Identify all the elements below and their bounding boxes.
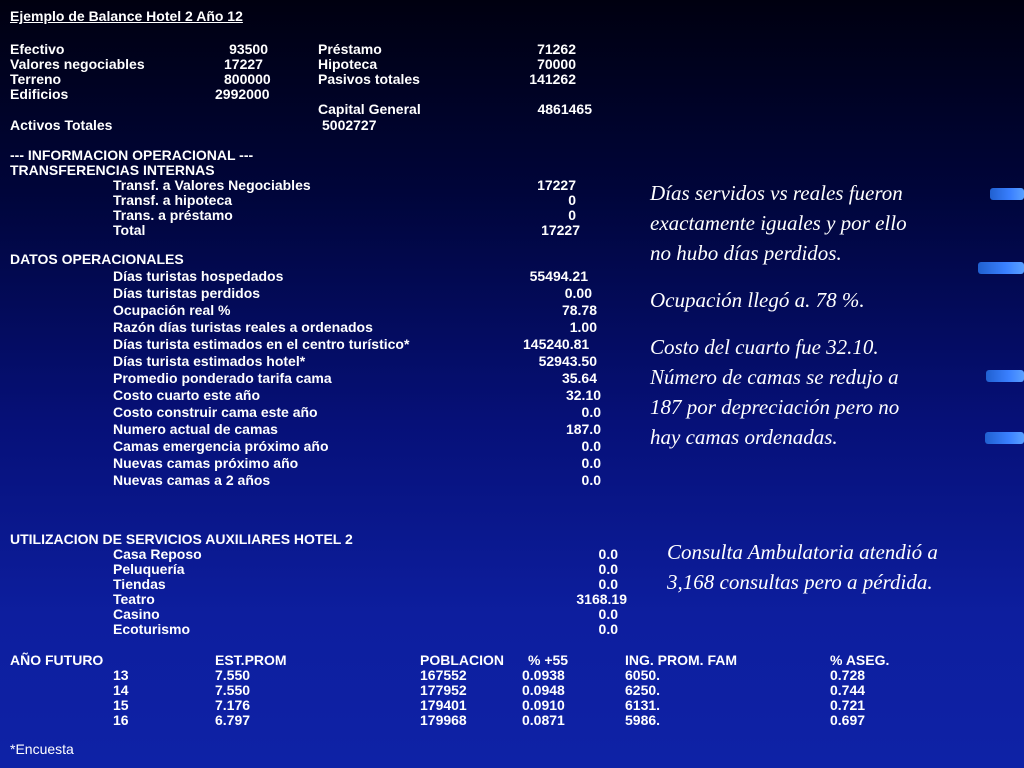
note-line: Consulta Ambulatoria atendió a (667, 540, 938, 564)
note-line: 187 por depreciación pero no (650, 395, 900, 419)
row-label: Total (113, 222, 146, 238)
capital-value: 4861465 (537, 101, 592, 117)
row-value: 0.0 (598, 606, 618, 622)
balance-value: 71262 (537, 41, 576, 57)
row-value: 35.64 (561, 370, 597, 386)
row-label: Promedio ponderado tarifa cama (113, 370, 332, 386)
table-cell: 16 (113, 712, 129, 728)
column-header: % ASEG. (830, 652, 890, 668)
decorative-stripe (990, 188, 1024, 200)
note-line: Número de camas se redujo a (650, 365, 899, 389)
table-cell: 0.721 (830, 697, 866, 713)
row-label: Casino (113, 606, 160, 622)
section-heading: DATOS OPERACIONALES (10, 251, 184, 267)
row-label: Numero actual de camas (113, 421, 278, 437)
page-title: Ejemplo de Balance Hotel 2 Año 12 (10, 8, 243, 24)
table-cell: 7.550 (215, 667, 251, 683)
balance-label: Hipoteca (318, 56, 378, 72)
row-value: 0.0 (581, 472, 601, 488)
row-value: 3168.19 (576, 591, 627, 607)
row-value: 0.0 (598, 621, 618, 637)
row-value: 52943.50 (538, 353, 597, 369)
row-value: 145240.81 (523, 336, 590, 352)
row-value: 187.0 (565, 421, 601, 437)
note-line: Días servidos vs reales fueron (650, 181, 903, 205)
note-line: no hubo días perdidos. (650, 241, 842, 265)
balance-label: Edificios (10, 86, 69, 102)
column-header: POBLACION (420, 652, 504, 668)
row-value: 0.0 (581, 438, 601, 454)
balance-value: 17227 (224, 56, 263, 72)
row-value: 0.0 (598, 561, 618, 577)
table-cell: 6050. (625, 667, 661, 683)
table-cell: 6250. (625, 682, 661, 698)
row-value: 17227 (537, 177, 576, 193)
row-label: Ocupación real % (113, 302, 231, 318)
row-label: Transf. a Valores Negociables (113, 177, 311, 193)
row-label: Nuevas camas a 2 años (113, 472, 271, 488)
column-header: EST.PROM (215, 652, 287, 668)
balance-value: 800000 (224, 71, 271, 87)
row-label: Casa Reposo (113, 546, 202, 562)
row-value: 1.00 (569, 319, 597, 335)
note-line: Costo del cuarto fue 32.10. (650, 335, 879, 359)
note-line: hay camas ordenadas. (650, 425, 838, 449)
balance-label: Préstamo (318, 41, 382, 57)
decorative-stripe (985, 432, 1024, 444)
row-label: Nuevas camas próximo año (113, 455, 299, 471)
decorative-stripe (986, 370, 1024, 382)
row-label: Días turista estimados hotel* (113, 353, 306, 369)
table-cell: 179968 (420, 712, 467, 728)
row-label: Costo cuarto este año (113, 387, 261, 403)
table-cell: 0.0948 (522, 682, 565, 698)
row-value: 0.0 (598, 576, 618, 592)
table-cell: 5986. (625, 712, 661, 728)
capital-label: Capital General (318, 101, 421, 117)
decorative-stripe (978, 262, 1024, 274)
row-label: Peluquería (113, 561, 185, 577)
row-label: Transf. a hipoteca (113, 192, 233, 208)
row-value: 0 (568, 207, 576, 223)
table-cell: 13 (113, 667, 129, 683)
column-header: % +55 (528, 652, 569, 668)
balance-label: Terreno (10, 71, 62, 87)
row-label: Ecoturismo (113, 621, 191, 637)
note-line: 3,168 consultas pero a pérdida. (667, 570, 933, 594)
table-cell: 0.697 (830, 712, 866, 728)
column-header: ING. PROM. FAM (625, 652, 737, 668)
row-value: 55494.21 (529, 268, 588, 284)
table-cell: 7.550 (215, 682, 251, 698)
row-value: 0.0 (581, 404, 601, 420)
table-cell: 6.797 (215, 712, 251, 728)
table-cell: 7.176 (215, 697, 251, 713)
total-assets-label: Activos Totales (10, 117, 113, 133)
note-line: exactamente iguales y por ello (650, 211, 907, 235)
table-cell: 0.0910 (522, 697, 565, 713)
table-cell: 0.0871 (522, 712, 565, 728)
table-cell: 14 (113, 682, 129, 698)
row-label: Costo construir cama este año (113, 404, 318, 420)
table-cell: 0.744 (830, 682, 866, 698)
section-heading: --- INFORMACION OPERACIONAL --- (10, 147, 254, 163)
table-cell: 179401 (420, 697, 467, 713)
column-header: AÑO FUTURO (10, 652, 104, 668)
row-label: Días turista estimados en el centro turístico* (113, 336, 410, 352)
row-value: 78.78 (561, 302, 597, 318)
table-cell: 0.0938 (522, 667, 565, 683)
table-cell: 15 (113, 697, 129, 713)
table-cell: 167552 (420, 667, 467, 683)
row-value: 17227 (541, 222, 580, 238)
row-label: Días turistas perdidos (113, 285, 261, 301)
balance-label: Efectivo (10, 41, 65, 57)
balance-value: 70000 (537, 56, 576, 72)
section-heading: UTILIZACION DE SERVICIOS AUXILIARES HOTEL 2 (10, 531, 353, 547)
footnote: *Encuesta (10, 741, 74, 757)
balance-label: Valores negociables (10, 56, 145, 72)
balance-value: 93500 (229, 41, 268, 57)
table-cell: 177952 (420, 682, 467, 698)
table-cell: 6131. (625, 697, 661, 713)
section-heading: TRANSFERENCIAS INTERNAS (10, 162, 215, 178)
note-line: Ocupación llegó a. 78 %. (650, 288, 865, 312)
row-value: 0.00 (564, 285, 592, 301)
row-label: Razón días turistas reales a ordenados (113, 319, 373, 335)
row-label: Trans. a préstamo (113, 207, 233, 223)
row-value: 0 (568, 192, 576, 208)
row-label: Camas emergencia próximo año (113, 438, 329, 454)
row-label: Teatro (113, 591, 155, 607)
row-label: Días turistas hospedados (113, 268, 284, 284)
row-value: 0.0 (581, 455, 601, 471)
row-value: 32.10 (565, 387, 601, 403)
balance-label: Pasivos totales (318, 71, 420, 87)
table-cell: 0.728 (830, 667, 866, 683)
balance-value: 2992000 (215, 86, 270, 102)
total-assets-value: 5002727 (322, 117, 377, 133)
balance-value: 141262 (529, 71, 576, 87)
row-label: Tiendas (113, 576, 166, 592)
row-value: 0.0 (598, 546, 618, 562)
